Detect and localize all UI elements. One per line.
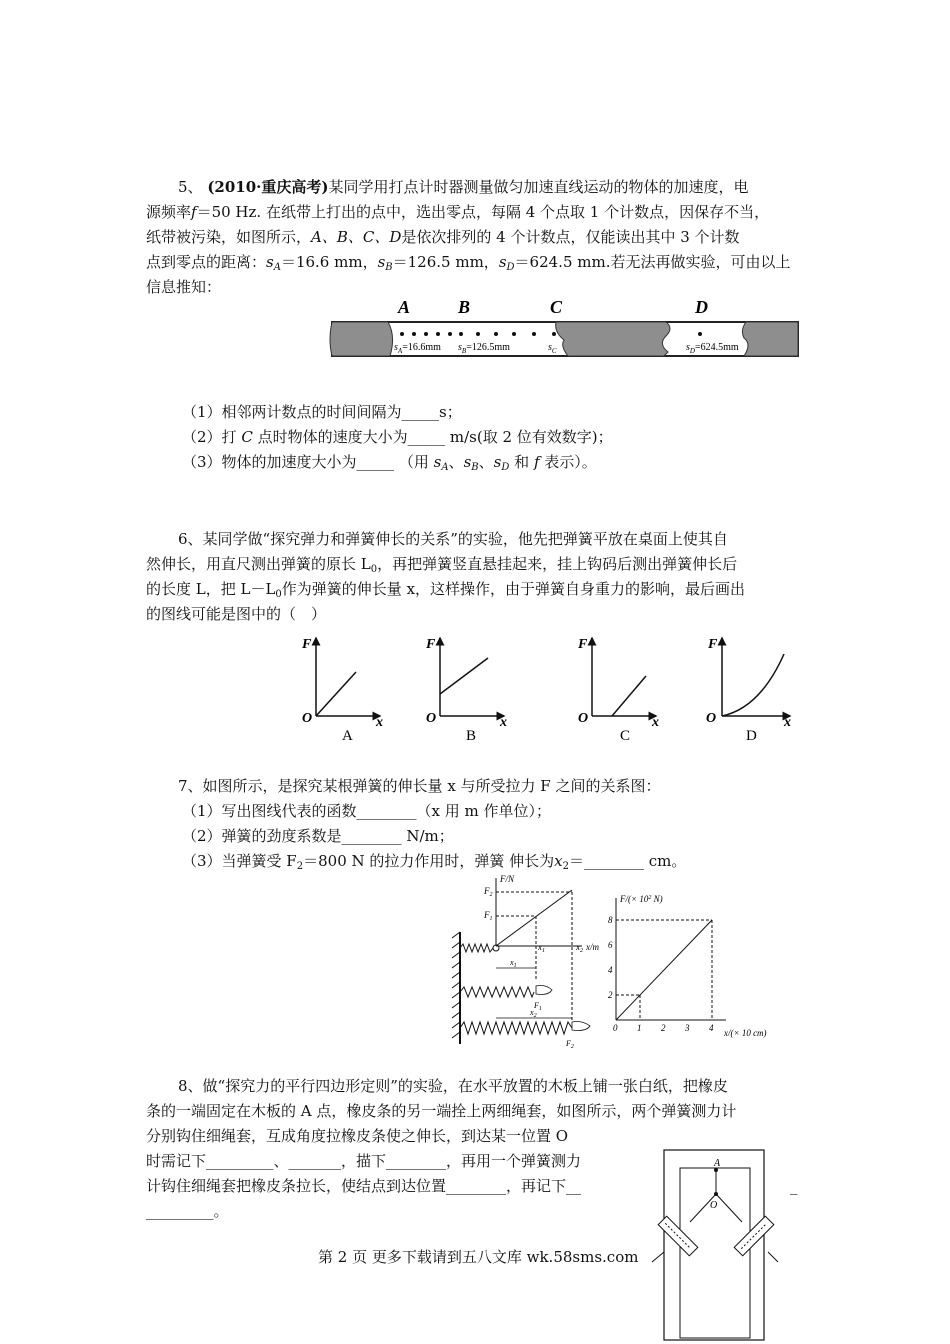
x-tick-3: 3 bbox=[685, 1023, 690, 1033]
q8-line1: 8、做“探究力的平行四边形定则”的实验，在水平放置的木板上铺一张白纸，把橡皮 bbox=[178, 1077, 728, 1095]
q5-sub2: （2）打 C 点时物体的速度大小为_____ m/s(取 2 位有效数字)； bbox=[182, 428, 613, 446]
svg-text:x: x bbox=[784, 715, 791, 730]
svg-text:O: O bbox=[578, 711, 589, 726]
tape-sd-label: $s_D=624.5mm$ bbox=[686, 342, 739, 355]
y-tick-6: 6 bbox=[608, 940, 613, 950]
tape-sc-label: $s_C$ bbox=[548, 342, 557, 355]
q7-sub1: （1）写出图线代表的函数________（x 用 m 作单位）； bbox=[182, 802, 552, 820]
svg-text:F1: $F_1$ bbox=[484, 910, 493, 922]
q5-line1: 5、 (2010·重庆高考)某同学用打点计时器测量做匀加速直线运动的物体的加速度，电 bbox=[178, 178, 749, 196]
q7-line1: 7、如图所示，是探究某根弹簧的伸长量 x 与所受拉力 F 之间的关系图： bbox=[178, 777, 661, 795]
tape-label-d: D bbox=[695, 297, 708, 317]
svg-text:x2: $x_2$ bbox=[576, 942, 583, 954]
option-b-label: B bbox=[466, 728, 477, 744]
svg-text:x2: $x_2$ bbox=[530, 1008, 537, 1019]
y-tick-8: 8 bbox=[608, 915, 613, 925]
option-d-label: D bbox=[746, 728, 757, 744]
svg-text:O: O bbox=[302, 711, 313, 726]
q7-sub3: （3）当弹簧受 $F_2=800$ N 的拉力作用时，弹簧 伸长为$x_2=\_\_\_\_\_\_\_\_$ cm。 bbox=[182, 852, 687, 872]
y-ticks bbox=[608, 915, 613, 1000]
q8-line3: 分别钩住细绳套，互成角度拉橡皮条使之伸长，到达某一位置 O bbox=[146, 1127, 569, 1145]
x-tick-0: 0 bbox=[613, 1023, 618, 1033]
tape-label-c: C bbox=[550, 297, 563, 317]
paper-tape-figure bbox=[328, 296, 802, 360]
q8-board-figure bbox=[650, 1146, 780, 1344]
q7-fx-graph bbox=[606, 890, 796, 1042]
x-tick-1: 1 bbox=[637, 1023, 642, 1033]
q7-spring-figure bbox=[450, 872, 602, 1050]
svg-text:F: F bbox=[578, 637, 588, 652]
svg-text:x1: $x_1$ bbox=[538, 942, 545, 954]
q5-sub3: （3）物体的加速度大小为_____ （用 $s_A$、$s_B$、$s_D$ 和 f 表示）。 bbox=[182, 453, 597, 473]
tape-label-b: B bbox=[458, 297, 471, 317]
svg-text:O: O bbox=[426, 711, 437, 726]
q6-line2: 然伸长，用直尺测出弹簧的原长 $L_0$，再把弹簧竖直悬挂起来，挂上钩码后测出弹簧伸长后 bbox=[146, 555, 738, 575]
svg-text:x: x bbox=[376, 715, 383, 730]
svg-text:F/(× 102 N): $F/(\times 10^2$ N) bbox=[620, 894, 663, 904]
q6-graphs bbox=[290, 630, 810, 750]
q5-sub1: （1）相邻两计数点的时间间隔为_____s； bbox=[182, 403, 462, 421]
fx-line bbox=[616, 920, 712, 1020]
q8-line2: 条的一端固定在木板的 A 点，橡皮条的另一端拴上两细绳套，如图所示，两个弹簧测力计 bbox=[146, 1102, 737, 1120]
x-tick-2: 2 bbox=[661, 1023, 666, 1033]
svg-text:x/(× 10 cm): x/(× 10 cm) bbox=[724, 1028, 767, 1038]
svg-text:F2: $F_2$ bbox=[566, 1039, 574, 1050]
svg-text:A: A bbox=[714, 1158, 721, 1169]
q8-line6: _________。 bbox=[146, 1202, 229, 1220]
tape-sb-label: $s_B=126.5mm$ bbox=[458, 342, 510, 355]
y-tick-4: 4 bbox=[608, 965, 613, 975]
q5-line2: 源频率f＝50 Hz. 在纸带上打出的点中，选出零点，每隔 4 个点取 1 个计数点，因保存不当， bbox=[146, 203, 770, 221]
svg-text:O: O bbox=[710, 1200, 718, 1211]
q7-sub2: （2）弹簧的劲度系数是________ N/m； bbox=[182, 827, 454, 845]
svg-text:F/N: F/N bbox=[500, 874, 515, 884]
graph-b bbox=[425, 637, 507, 744]
tape-stain-right bbox=[742, 322, 798, 356]
graph-a bbox=[301, 637, 383, 744]
svg-text:F: F bbox=[426, 637, 436, 652]
q6-line1: 6、某同学做“探究弹力和弹簧伸长的关系”的实验，他先把弹簧平放在桌面上使其自 bbox=[178, 530, 728, 548]
q5-line4: 点到零点的距离：$s_A=16.6$ mm，$s_B=126.5$ mm，$s_D=624.5$ mm.若无法再做实验，可由以上 bbox=[146, 253, 791, 273]
q5-line3: 纸带被污染，如图所示，A、B、C、D是依次排列的 4 个计数点，仅能读出其中 3 个计数 bbox=[146, 228, 740, 246]
q5-line5: 信息推知： bbox=[146, 278, 222, 296]
graph-d bbox=[706, 637, 791, 744]
tape-label-a: A bbox=[398, 297, 411, 317]
svg-text:x: x bbox=[500, 715, 507, 730]
page-footer: 第 2 页 更多下载请到五八文库 wk.58sms.com bbox=[318, 1248, 639, 1266]
svg-text:F: F bbox=[302, 637, 312, 652]
q6-line4: 的图线可能是图中的（ ） bbox=[146, 605, 327, 623]
option-c-label: C bbox=[620, 728, 631, 744]
graph-c bbox=[577, 637, 659, 744]
q8-line4: 时需记下_________、_______，描下________，再用一个弹簧测力 bbox=[146, 1152, 582, 1170]
tape-stain-left bbox=[330, 322, 393, 356]
x-ticks bbox=[613, 1023, 714, 1033]
q8-line5: 计钩住细绳套把橡皮条拉长，使结点到达位置________，再记下__ bbox=[146, 1177, 582, 1195]
svg-text:F1: $F_1$ bbox=[534, 1001, 542, 1012]
svg-text:x1: $x_1$ bbox=[510, 958, 517, 969]
q8-line5-tail: _ bbox=[790, 1177, 798, 1195]
q6-line3: 的长度 L，把 $L-L_0$作为弹簧的伸长量 x，这样操作，由于弹簧自身重力的影响，最后画出 bbox=[146, 580, 746, 600]
option-a-label: A bbox=[342, 728, 353, 744]
svg-text:F2: $F_2$ bbox=[484, 886, 493, 898]
svg-text:x: x bbox=[652, 715, 659, 730]
tape-stain-middle bbox=[556, 322, 670, 356]
tape-sa-label: $s_A=16.6mm$ bbox=[394, 342, 441, 355]
y-tick-2: 2 bbox=[608, 990, 613, 1000]
svg-text:x/m: x/m bbox=[586, 942, 599, 952]
x-tick-4: 4 bbox=[709, 1023, 714, 1033]
svg-text:F: F bbox=[708, 637, 718, 652]
svg-text:O: O bbox=[706, 711, 717, 726]
